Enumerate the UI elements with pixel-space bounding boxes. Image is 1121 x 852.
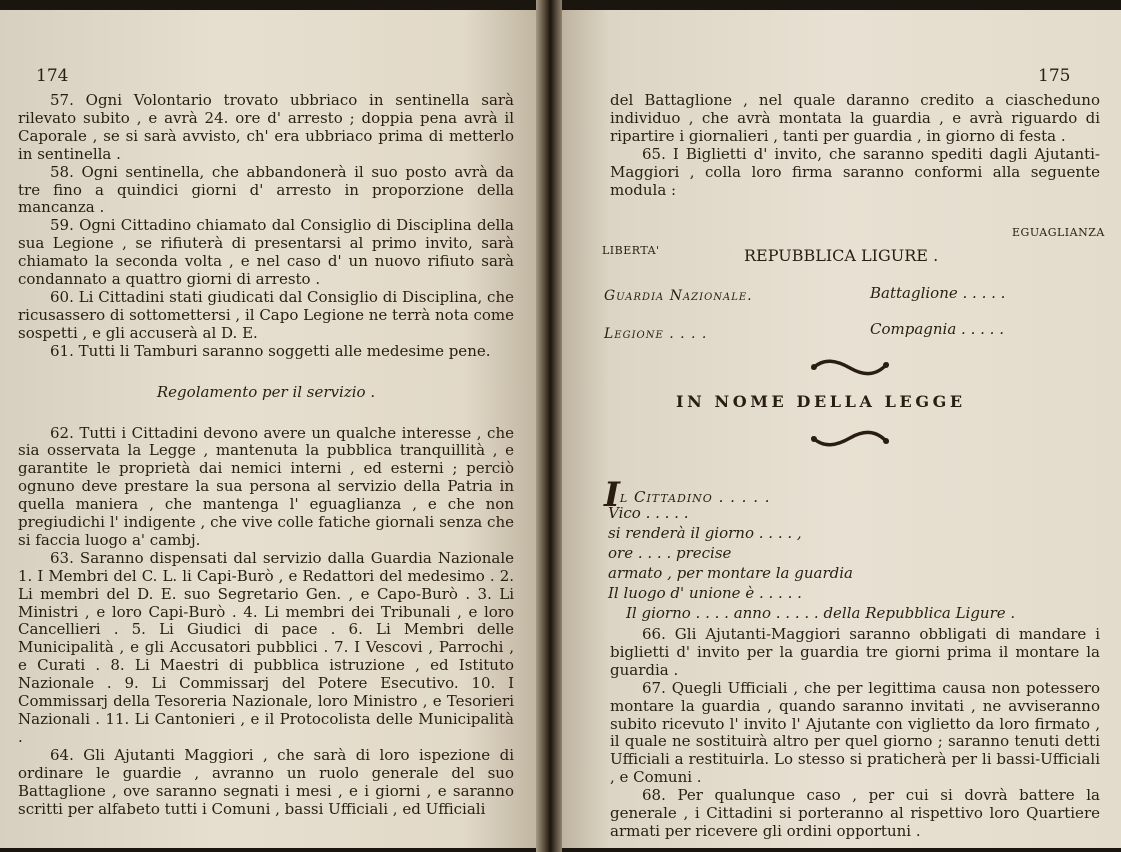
form-line-giorno: si renderà il giorno . . . . , xyxy=(608,524,802,542)
swash-ornament-top-icon xyxy=(810,356,890,378)
form-in-nome-heading: IN NOME DELLA LEGGE xyxy=(676,392,966,411)
form-guardia-label: Guardia Nazionale. xyxy=(604,288,753,304)
form-eguaglianza: EGUAGLIANZA xyxy=(1012,226,1105,239)
paragraph-57: 57. Ogni Volontario trovato ubbriaco in sentinella sarà rilevato subito , e avrà 24. ore d' arresto ; doppia pena avrà il Caporale , se si sarà avvisto, ch' era ubbriaco prima di metterlo in sentinella . xyxy=(18,91,514,163)
dropcap-letter: I xyxy=(604,475,620,515)
form-line-vico: Vico . . . . . xyxy=(608,504,689,522)
form-republic-title: REPUBBLICA LIGURE . xyxy=(744,246,939,265)
paragraph-66: 66. Gli Ajutanti-Maggiori saranno obbligati di mandare i biglietti d' invito per la guardia tre giorni prima il montare la guardia . xyxy=(610,625,1100,679)
paragraph-67: 67. Quegli Ufficiali , che per legittima causa non potessero montare la guardia , quando saranno invitati , ne avviseranno subito ricevuto l' invito l' Ajutante con viglietto da loro firmato , il quale ne sostituirà altro per quel giorno ; saranno tenuti detti Ufficiali a restituirla. Lo stesso si praticherà per li bassi-Ufficiali , e Comuni . xyxy=(610,678,1100,787)
swash-ornament-bottom-icon xyxy=(810,428,890,450)
form-line-data: Il giorno . . . . anno . . . . . della Repubblica Ligure . xyxy=(626,604,1016,622)
right-page-top-text xyxy=(610,92,1100,199)
paragraph-65: 65. I Biglietti d' invito, che saranno spediti dagli Ajutanti-Maggiori , colla loro firma saranno conformi alla seguente modula : xyxy=(610,144,1100,199)
section-heading: Regolamento per il servizio . xyxy=(156,382,376,401)
right-page-bottom-text xyxy=(610,626,1100,841)
paragraph-63: 63. Saranno dispensati dal servizio dalla Guardia Nazionale 1. I Membri del C. L. li Capi-Burò , e Redattori del medesimo . 2. Li membri del D. E. suo Segretario Gen. , e Capo-Burò . 3. Li Ministri , e loro Capi-Burò . 4. Li membri dei Tribunali , e loro Cancellieri . 5. Li Giudici di pace . 6. Li Membri delle Municipalità , e gli Accusatori pubblici . 7. I Vescovi , Parrochi , e Curati . 8. Li Maestri di pubblica istruzione , ed Istituto Nazionale . 9. Li Commissarj del Potere Esecutivo. 10. I Commissarj della Tesoreria Nazionale, loro Ministro , e Tesorieri Nazionali . 11. Li Cantonieri , e il Protocolista delle Municipalità . xyxy=(18,548,514,746)
form-line-armato: armato , per montare la guardia xyxy=(608,564,853,582)
form-compagnia-label: Compagnia . . . . . xyxy=(870,320,1004,338)
paragraph-64-continued: del Battaglione , nel quale daranno credito a ciascheduno individuo , che avrà montata la guardia , e avrà riguardo di ripartire i giornalieri , tanti per guardia , in giorno di festa . xyxy=(610,91,1100,145)
form-line-luogo: Il luogo d' unione è . . . . . xyxy=(608,584,802,602)
paragraph-64: 64. Gli Ajutanti Maggiori , che sarà di loro ispezione di ordinare le guardie , avranno un ruolo generale del suo Battaglione , ove saranno segnati i mesi , e i giorni , e saranno scritti per alfabeto tutti i Comuni , bassi Ufficiali , ed Ufficiali xyxy=(18,745,514,818)
left-page-text xyxy=(18,92,514,818)
left-page-number: 174 xyxy=(36,66,69,86)
paragraph-59: 59. Ogni Cittadino chiamato dal Consiglio di Disciplina della sua Legione , se rifiuterà di presentarsi al primo invito, sarà chiamato la seconda volta , e nel caso d' un nuovo rifiuto sarà condannato a quattro giorni di arresto . xyxy=(18,216,514,289)
book-gutter xyxy=(536,0,562,852)
right-page-number: 175 xyxy=(1038,66,1071,86)
paragraph-58: 58. Ogni sentinella, che abbandonerà il suo posto avrà da tre fino a quindici giorni d' arresto in proporzione della mancanza . xyxy=(18,162,514,217)
form-legione-label: Legione . . . . xyxy=(604,326,708,342)
paragraph-68: 68. Per qualunque caso , per cui si dovrà battere la generale , i Cittadini si porteranno al rispettivo loro Quartiere armati per ricevere gli ordini opportuni . xyxy=(610,786,1100,840)
paragraph-62: 62. Tutti i Cittadini devono avere un qualche interesse , che sia osservata la Legge , mantenuta la pubblica tranquillità , e garantite le proprietà dai nemici interni , ed esterni ; perciò ognuno deve prestare la sua persona al servizio della Patria in quella maniera , che mantenga l' eguaglianza , e che non pregiudichi l' indigente , che vive colle fatiche giornali senza che si faccia luogo a' cambj. xyxy=(18,423,514,549)
form-cittadino-text: l Cittadino . . . . . xyxy=(619,488,771,506)
paragraph-60: 60. Li Cittadini stati giudicati dal Consiglio di Disciplina, che ricusassero di sottomettersi , il Capo Legione ne terrà nota come sospetti , e gli accuserà al D. E. xyxy=(18,287,514,342)
form-battaglione-label: Battaglione . . . . . xyxy=(870,284,1006,302)
paragraph-61: 61. Tutti li Tamburi saranno soggetti alle medesime pene. xyxy=(50,341,491,360)
form-line-ore: ore . . . . precise xyxy=(608,544,732,562)
form-liberta: LIBERTA' xyxy=(602,244,660,257)
